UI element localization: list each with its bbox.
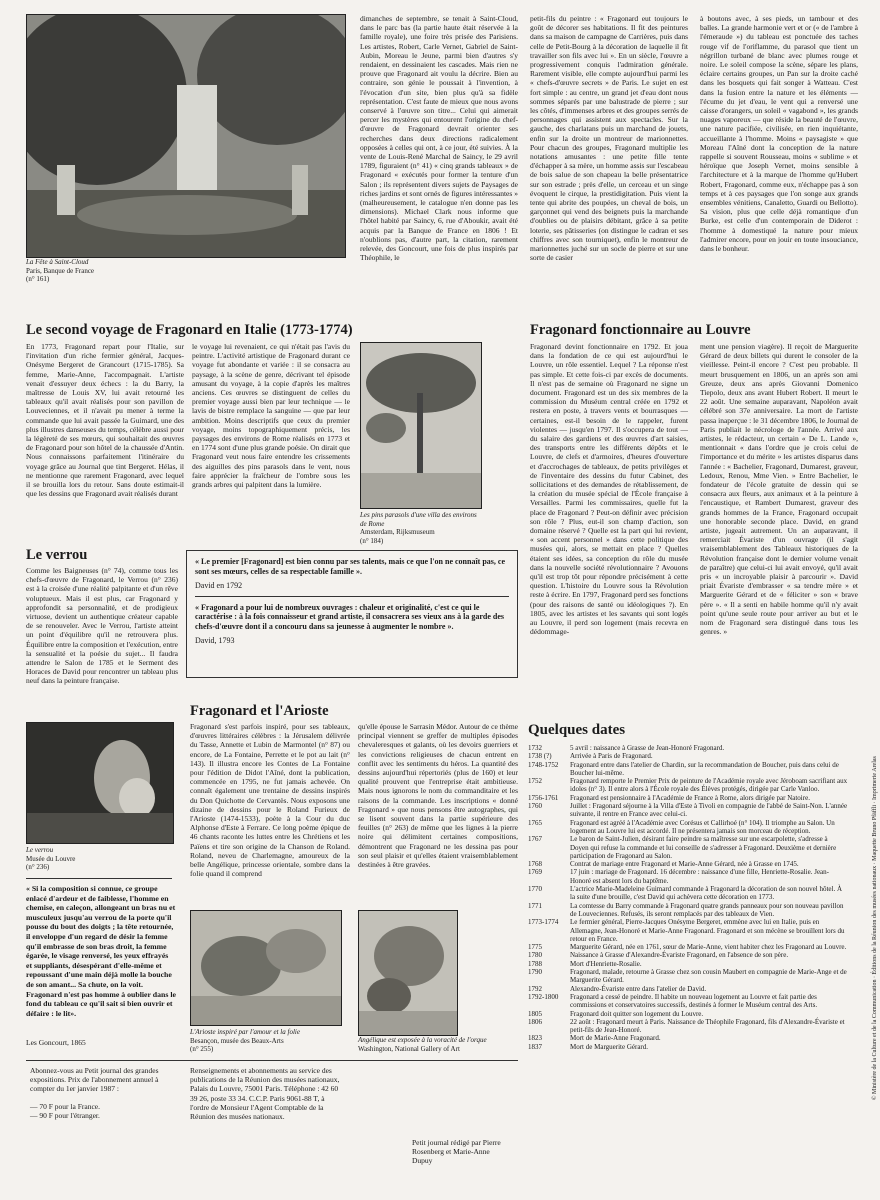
dates-heading: Quelques dates bbox=[528, 722, 626, 738]
date-event: Le baron de Saint-Julien, désirant faire peindre sa maîtresse sur une escarpolette, s'adresse à Doyen qui refuse la commande et lui conseille de s'adresser à Fragonard. Deuxième et dernière participation de Fragonard au Salon. bbox=[570, 835, 837, 860]
date-event: Juillet : Fragonard séjourne à la Villa d'Este à Tivoli en compagnie de l'abbé de Saint-Non. L'année suivante, il rentre en France avec celui-ci. bbox=[570, 802, 848, 819]
fete-caption-place: Paris, Banque de France bbox=[26, 266, 95, 275]
date-event: Le fermier général, Pierre-Jacques Onésyme Bergeret, emmène avec lui en Italie, puis en Allemagne, Jean-Honoré et Marie-Anne Fragonard. Fragonard et son mécène se brouillent lors du retour en France. bbox=[570, 918, 845, 943]
angelique-caption-place: Washington, National Gallery of Art bbox=[358, 1044, 460, 1053]
date-event: L'actrice Marie-Madeleine Guimard commande à Fragonard la décoration de son nouvel hôtel. À la suite d'une brouille, c'est David qui achèvera cette décoration en 1773. bbox=[570, 885, 843, 902]
date-row bbox=[528, 943, 848, 951]
date-row bbox=[528, 777, 848, 794]
date-year: 1792-1800 bbox=[528, 992, 559, 1001]
footer-price-france: — 70 F pour la France. bbox=[30, 1101, 100, 1111]
arioste-caption bbox=[190, 1028, 350, 1054]
date-year: 1805 bbox=[528, 1009, 542, 1018]
top-column-4: à boutons avec, à ses pieds, un tambour et des balles. La grande harmonie vert et or (« de l'ambre à l'émeraude ») du tableau est ponctuée des taches rouge vif de l'oriflamme, du parasol que tient un négrillon turbané de blanc avec plumes rouge et noire. Le soleil compose la scène, sépare les plans, éclaire certains groupes, un Pan sur la droite caché dans les bosquets qui fait songer à Watteau. C'est dans la fusion entre la nature et les éléments — l'écume du jet d'eau, le vent qui a renversé une caisse d'orangers, un soleil « vagabond », les grands nuages vaporeux — que réside la beauté de l'œuvre, une nature pacifiée, civilisée, en rien inquiétante, accueillante à l'homme. Moins « paysagiste » que Moreau l'Aîné dont la conception de la nature rappelle si souvent Rousseau, moins « sublime » et héroïque que Joseph Vernet, moins sensible à l'architecture et à la marque de l'homme qu'Hubert Robert, Fragonard, comme eux, n'échappe pas à son temps et à ces paysages que l'on songe aux grands ensembles vénitiens, Canaletto, Guardi ou Bellotto). Sa vision, plus que celle déjà romantique d'un Burke, est celle d'un contemporain de Diderot : l'homme à domestiqué la nature pour mieux l'admirer encore, pour en jouir en toute insouciance, dans le bonheur. bbox=[700, 14, 858, 254]
date-row bbox=[528, 918, 848, 943]
verrou-caption-place: Musée du Louvre bbox=[26, 854, 76, 863]
goncourt-quote: « Si la composition si connue, ce groupe enlacé d'ardeur et de faiblesse, l'homme en chemise, en caleçon, allongeant un bras nu et musculeux jusqu'au verrou de la porte qu'il pousse du bout des doigts ; la tête retournée, il enveloppe d'un regard de désir la femme qu'il embrasse de son bras droit, la femme égarée, le visage renversé, les yeux effrayés et suppliants, désespérant d'elle-même et repoussant d'une main déjà molle la bouche de son amant... Sa chute, on la voit. Fragonard n'est pas homme à oublier dans le fond du tableau ce qu'il sait si bien ouvrir et défaire : le lit». bbox=[26, 884, 176, 1018]
footer-subscription bbox=[30, 1066, 180, 1120]
date-event: Marguerite Gérard, née en 1761, sœur de Marie-Anne, vient habiter chez les Fragonard au Louvre. bbox=[570, 943, 847, 952]
verrou-caption bbox=[26, 846, 172, 872]
fete-caption-title: La Fête à Saint-Cloud bbox=[26, 258, 89, 266]
date-year: 1780 bbox=[528, 951, 542, 960]
david-quote-1: « Le premier [Fragonard] est bien connu par ses talents, mais ce que l'on ne connaît pas, ce sont ses mœurs, celles de sa respectable famille ». bbox=[195, 557, 505, 576]
arioste-drawing-image bbox=[190, 910, 342, 1026]
pins-caption-num: (n° 184) bbox=[360, 536, 384, 545]
date-year: 1748-1752 bbox=[528, 760, 559, 769]
pins-caption-place: Amsterdam, Rijksmuseum bbox=[360, 528, 435, 536]
date-event: La comtesse du Barry commande à Fragonard quatre grands panneaux pour son nouveau pavillon de Louveciennes. Refusés, ils seront remplacés par des tableaux de Vien. bbox=[570, 901, 844, 918]
fonctionnaire-heading: Fragonard fonctionnaire au Louvre bbox=[530, 322, 751, 338]
arioste-col2: qu'elle épouse le Sarrasin Médor. Autour de ce thème principal viennent se greffer de multiples épisodes chevaleresques et galants, où les devoirs guerriers et les convictions religieuses de chacun entrent en conflit avec les sentiments du héros. La quantité des dessins aujourd'hui répertoriés (plus de 160) et leur qualité prouvent que l'entreprise était ambitieuse. Mais nous ignorons le nom du commanditaire et les raisons de la commande. Les inscriptions « donné Fragonard » que nous pensons être autographes, qui se lisent souvent dans la partie supérieure des feuilles (n° 263) de même que les lignes à la pierre noire qui délimitent certaines compositions, démontrent que Fragonard ne les dessina pas pour son seul plaisir et qu'elles étaient vraisemblablement destinées à être gravées. bbox=[358, 722, 518, 870]
date-year: 1788 bbox=[528, 959, 542, 968]
date-year: 1765 bbox=[528, 818, 542, 827]
date-year: 1823 bbox=[528, 1034, 542, 1043]
vertical-credits-text: © Ministère de la Culture et de la Communication · Éditions de la Réunion des musées nationaux · Maquette Bruno Pfäffli · Imprimerie Arelas bbox=[872, 756, 878, 1100]
date-year: 1775 bbox=[528, 943, 542, 952]
date-year: 1790 bbox=[528, 968, 542, 977]
date-event: Fragonard entre dans l'atelier de Chardin, sur la recommandation de Boucher, puis dans celui de Boucher lui-même. bbox=[570, 760, 839, 777]
date-event: 5 avril : naissance à Grasse de Jean-Honoré Fragonard. bbox=[570, 744, 725, 752]
footer-credits: Petit journal rédigé par Pierre Rosenberg et Marie-Anne Dupuy bbox=[412, 1138, 501, 1166]
second-voyage-heading: Le second voyage de Fragonard en Italie (1773-1774) bbox=[26, 322, 353, 338]
david-quote-2-attribution: David, 1793 bbox=[195, 635, 235, 645]
arioste-heading: Fragonard et l'Arioste bbox=[190, 703, 329, 719]
date-row bbox=[528, 968, 848, 985]
date-year: 1837 bbox=[528, 1042, 542, 1051]
date-row bbox=[528, 819, 848, 836]
verrou-caption-num: (n° 236) bbox=[26, 863, 50, 871]
angelique-caption bbox=[358, 1036, 498, 1053]
date-row bbox=[528, 1018, 848, 1035]
date-event: Fragonard est pensionnaire à l'Académie de France à Rome, alors dirigée par Natoire. bbox=[570, 793, 810, 802]
date-event: Fragonard est agréé à l'Académie avec Corésus et Callirhoé (n° 104). Il triomphe au Salon. Un logement au Louvre lui est accordé. Il ne présentera jamais son morceau de réception. bbox=[570, 818, 835, 835]
second-voyage-col2: le voyage lui revenaient, ce qui n'était pas l'avis du peintre. L'activité artistique de Fragonard durant ce voyage fut abondante et variée : il se consacra au paysage, à la scène de genre, décrivant tel épisode amusant du voyage, à la copie d'après les maîtres anciens. Ces œuvres se distinguent de celles du premier voyage aussi bien par leur technique — le lavis de bistre remplace la sanguine — que par leur ambition. Moins descriptifs que ceux du premier voyage, moins topographiquement précis, les paysages des environs de Rome réalisés en 1773 et en 1774 sont d'une plus grande poésie. On dirait que Fragonard veut nous faire entendre les crissements des aiguilles des pins parasols dans le vent, nous faire apprécier la fraîcheur de l'ombre sous les grands arbres qui palpitent dans la lumière. bbox=[192, 342, 350, 490]
date-year: 1773-1774 bbox=[528, 918, 559, 927]
date-row bbox=[528, 951, 848, 959]
date-event: Arrivée à Paris de Fragonard. bbox=[570, 752, 653, 761]
date-event: Fragonard, malade, retourne à Grasse chez son cousin Maubert en compagnie de Marie-Ange et de Marguerite Gérard. bbox=[570, 968, 847, 985]
date-row bbox=[528, 960, 848, 968]
fete-caption-num: (n° 161) bbox=[26, 275, 50, 283]
goncourt-attribution: Les Goncourt, 1865 bbox=[26, 1038, 86, 1047]
footer-subscription-text: Abonnez-vous au Petit journal des grandes expositions. Prix de l'abonnement annuel à compter du 1er janvier 1987 : bbox=[30, 1066, 159, 1094]
date-event: 17 juin : mariage de Fragonard. 16 décembre : naissance d'une fille, Henriette-Rosalie. Jean-Honoré est absent lors du baptême. bbox=[570, 868, 829, 885]
date-year: 1770 bbox=[528, 885, 542, 894]
date-event: Mort d'Henriette-Rosalie. bbox=[570, 959, 642, 968]
footer-rule bbox=[26, 1060, 518, 1061]
date-row bbox=[528, 860, 848, 868]
fete-painting-image bbox=[26, 14, 346, 258]
footer-price-abroad: — 90 F pour l'étranger. bbox=[30, 1110, 100, 1120]
verrou-caption-title: Le verrou bbox=[26, 846, 54, 854]
date-year: 1769 bbox=[528, 868, 542, 877]
date-event: Fragonard doit quitter son logement du Louvre. bbox=[570, 1009, 704, 1018]
date-row bbox=[528, 835, 848, 860]
date-year: 1756-1761 bbox=[528, 793, 559, 802]
date-row bbox=[528, 1043, 848, 1051]
date-event: 22 août : Fragonard meurt à Paris. Naissance de Théophile Fragonard, fils d'Alexandre-Évariste et petit-fils de Jean-Honoré. bbox=[570, 1017, 845, 1035]
date-event: Alexandre-Évariste entre dans l'atelier de David. bbox=[570, 984, 707, 993]
arioste-caption-title: L'Arioste inspiré par l'amour et la folie bbox=[190, 1028, 300, 1036]
date-row bbox=[528, 885, 848, 902]
date-year: 1771 bbox=[528, 901, 542, 910]
pins-caption bbox=[360, 511, 485, 545]
verrou-heading: Le verrou bbox=[26, 547, 88, 563]
goncourt-top-rule bbox=[26, 878, 172, 879]
date-year: 1752 bbox=[528, 777, 542, 786]
david-quotes-box bbox=[186, 550, 518, 678]
david-quote-2: « Fragonard a pour lui de nombreux ouvrages : chaleur et originalité, c'est ce qui le caractérise : à la fois connaisseur et grand artiste, il consacrera ses vieux ans à la garde des chefs-d'œuvre dont il a concouru dans sa jeunesse à augmenter le nombre ». bbox=[195, 602, 504, 632]
date-row bbox=[528, 761, 848, 778]
date-event: Fragonard a cessé de peindre. Il habite un nouveau logement au Louvre et fait partie des commissions et conservatoires successifs, destinés à former le Muséum central des Arts. bbox=[570, 992, 818, 1010]
date-row bbox=[528, 985, 848, 993]
arioste-col1: Fragonard s'est parfois inspiré, pour ses tableaux, d'œuvres littéraires célèbres : la Jérusalem délivrée du Tasse, Annette et Lubin de Marmontel (n° 87) ou encore, de La Fontaine, Perrette et le pot au lait (n° 143). Il illustra encore les Contes de La Fontaine pour l'édition de Didot l'Aîné, dont la publication, commencée en 1795, ne fut jamais achevée. On connaît également une trentaine de dessins inspirés du Don Quichotte de Cervantès. Nous exposons une dizaine de dessins pour le Roland Furieux de l'Arioste (1474-1533), poète à la Cour du duc Alphonse d'Este à Ferrare. Ce long poème épique de 46 chants raconte les luttes entre les Chrétiens et les Païens et tire son origine de la Chanson de Roland. Roland, neveu de Charlemagne, amoureux de la belle Angélique, princesse orientale, sombre dans la folie quand il comprend bbox=[190, 722, 350, 879]
fonctionnaire-col1: Fragonard devint fonctionnaire en 1792. Et joua dans la fondation de ce qui est aujourd'hui le Louvre, un rôle essentiel. Lequel ? La réponse n'est pas simple. Et cette fois-ci par excès de documents. Il n'est pas de semaine où Fragonard ne signe un document. Fragonard est un des six membres de la commission du Muséum central créée en 1792 et restera en poste, à travers vents et bourrasques — certaines, est-il besoin de le rappeler, furent violentes — jusqu'en 1797. Il s'occupera de tout — du salaire des gardiens et des œuvres d'art saisies, des transports entre les différents dépôts et le Louvre, de clefs et d'armoires, d'heures d'ouverture et d'accrochages de tableaux, de petits privilèges et de l'inventaire des dessins du futur Cabinet, des sollicitations et des demandes de rétablissement, de la création du musée spécial de l'École française à Versailles. Parmi les commissaires, quelle fut la place de Fragonard ? Peut-on définir avec précision son rôle ? Plus, eut-il son champ d'action, son domaine réservé ? Quelle est la part qui lui revient, « son accent personnel » dans cette politique des musées qui, alors, se mettait en place ? Quelles étaient ses idées, sa conception du rôle du musée dans la nouvelle société révolutionnaire ? Avouons qu'il est trop tôt pour répondre précisément à cette question. L'histoire du Louvre sous la Révolution reste à écrire. En 1797, Fragonard perd ses fonctions (pour des raisons de santé ou idéologiques ?). En 1805, avec les artistes et les savants qui sont logés au Louvre, il perd son logement (mais recevra en dédommage- bbox=[530, 342, 688, 637]
date-event: Contrat de mariage entre Fragonard et Marie-Anne Gérard, née à Grasse en 1745. bbox=[570, 860, 799, 869]
date-row bbox=[528, 1034, 848, 1042]
date-row bbox=[528, 752, 848, 760]
date-row bbox=[528, 1010, 848, 1018]
date-event: Mort de Marguerite Gérard. bbox=[570, 1042, 649, 1051]
arioste-caption-place: Besançon, musée des Beaux-Arts bbox=[190, 1036, 284, 1045]
date-row bbox=[528, 802, 848, 819]
date-row bbox=[528, 902, 848, 919]
date-event: Naissance à Grasse d'Alexandre-Évariste Fragonard, en l'absence de son père. bbox=[570, 951, 789, 960]
date-event: Mort de Marie-Anne Fragonard. bbox=[570, 1034, 661, 1043]
top-column-3: petit-fils du peintre : « Fragonard eut toujours le goût de décorer ses habitations. Il fit des peintures dans sa maison de campagne de Carrières, puis dans celle de Petit-Bourg à la décoration de laquelle il fit travailler son fils avec lui ». En un siècle, l'œuvre a progressivement conquis l'admiration générale. Rarement visible, elle compte aujourd'hui parmi les « chefs-d'œuvre secrets » de Paris. Le sujet en est fort simple : au centre, un grand jet d'eau dont nous sommes séparés par une balustrade de pierre ; sur les côtés, d'immenses arbres et des groupes serrés de personnages qui assistent aux spectacles. Sur la gauche, des charlatans puis un marchand de jouets, enfin sur la droite un montreur de marionnettes. Pour chacun des groupes, Fragonard multiplie les notations amusantes : une petite fille tente d'échapper à sa mère, un homme assis sur l'escabeau de bois salue de son chapeau la belle présentatrice sur son estrade ; près d'elle, un cerceau et un singe évoquent le cirque, la prestidigitation. Puis vient la tente qui abrite des poupées, un cheval de bois, un garçonnet qui vend des beignets puis la marchande d'oublies ou de plaisirs débitant, grâce à sa petite loterie, ses pâtisseries (on distingue le cadran et ses chiffres avec son tourniquet), enfin le montreur de marionnettes juché sur un socle de pierre et sur une sorte de casier bbox=[530, 14, 688, 263]
quotes-divider bbox=[195, 596, 509, 597]
date-event: Fragonard remporte le Premier Prix de peinture de l'Académie royale avec Jéroboam sacrifiant aux idoles (n° 3). Il entre alors à l'École royale des Élèves protégés, dirigée par Carle Vanloo. bbox=[570, 777, 848, 794]
date-year: 1738 (?) bbox=[528, 752, 552, 761]
second-voyage-col1: En 1773, Fragonard repart pour l'Italie, sur l'invitation d'un riche fermier général, Jacques-Onésyme Bergeret de Grancourt (1715-1785). Sa femme, Marie-Anne, l'accompagnait. L'artiste venait d'essuyer deux échecs : la du Barry, la maîtresse de Louis XV, lui avait retourné les tableaux qu'il avait réalisés pour son pavillon de Louveciennes, et il n'avait pu mener à terme la commande que lui avait passée la Guimard, une des plus illustres danseuses du temps, célèbre aussi pour la légèreté de ses mœurs, qui souhaitait des œuvres de Fragonard pour son hôtel de la chaussée d'Antin. Nous connaissons parfaitement l'itinéraire du voyage grâce au Journal que tint Bergeret. Hélas, il ne mentionne que rarement Fragonard, avec lequel il se brouilla lors du retour. Sans doute estimait-il que les dessins que Fragonard avait réalisés durant bbox=[26, 342, 184, 499]
pins-caption-title: Les pins parasols d'une villa des environs de Rome bbox=[360, 511, 477, 528]
top-column-2: dimanches de septembre, se tenait à Saint-Cloud, dans le parc bas (la partie haute était réservée à la famille royale), une foire très prisée des Parisiens. Les artistes, Robert, Carle Vernet, Gabriel de Saint-Aubin, Moreau le Jeune, parmi bien d'autres s'y rendaient, en dessinaient les cascades. Mais rien ne prouve que Fragonard ait voulu la décrire. Bien au contraire, son génie le poussait à l'invention, à l'évocation d'un site, bien plus qu'à sa fidèle représentation. C'est faute de mieux que nous avons conservé à l'œuvre son titre... Celui qui aimerait percer les mystères qui entourent l'origine du chef-d'œuvre de Fragonard devrait orienter ses recherches dans deux directions radicalement opposées à celles qui ont, à ce jour, été suivies. À la vente de Louis-René Marchal de Saincy, le 29 avril 1789, figuraient (n° 41) « cinq grands tableaux » de Fragonard « exécutés pour former la tenture d'un Salon ; ils représentent divers sujets de Paysages de riches jardins et sont ornés de figures intéressantes » (malheureusement, le catalogue n'en donne pas les dimensions). Michael Clark nous informe que l'hôtel habité par Saincy, 6, rue d'Aboukir, avait été acquis par la Banque de France en 1806 ! Et n'oublions pas, d'autre part, la citation, rarement relevée, des Goncourt, une fois de plus inspirés par Théophile, le bbox=[360, 14, 518, 263]
vertical-credits bbox=[864, 700, 878, 1100]
pins-parasols-image bbox=[360, 342, 482, 509]
date-row bbox=[528, 744, 848, 752]
date-row bbox=[528, 794, 848, 802]
footer-info: Renseignements et abonnements au service des publications de la Réunion des musées nationaux, Palais du Louvre, 75001 Paris. Téléphone : 42 60 39 26, poste 33 34. C.C.P. Paris 9061-88 T, à l'ordre de Monsieur l'Agent Comptable de la Réunion des musées nationaux. bbox=[190, 1066, 340, 1122]
date-row bbox=[528, 868, 848, 885]
fete-caption bbox=[26, 258, 226, 284]
verrou-painting-image bbox=[26, 722, 174, 844]
angelique-drawing-image bbox=[358, 910, 458, 1036]
arioste-caption-num: (n° 255) bbox=[190, 1045, 214, 1053]
date-year: 1760 bbox=[528, 802, 542, 811]
date-year: 1732 bbox=[528, 744, 542, 752]
verrou-text: Comme les Baigneuses (n° 74), comme tous les chefs-d'œuvre de Fragonard, le Verrou (n° 236) est à la croisée d'une réalité palpitante et d'un rêve voluptueux. Mais il est plus, car Fragonard y approfondit sa personnalité, et de prodigieux virtuose, devient un authentique créateur capable de se renouveler. Avec le Verrou, l'artiste atteint un point d'équilibre qu'il ne retrouvera plus. Équilibre entre la composition et l'exécution, entre la sensualité et la poésie du sujet... Il faudra attendre le Salon de 1785 et le Serment des Horaces de David pour rencontrer un tableau plus neuf dans la peinture française. bbox=[26, 566, 178, 686]
fonctionnaire-col2: ment une pension viagère). Il reçoit de Marguerite Gérard de deux billets qui durent le consoler de la vieillesse. Peint-il encore ? C'est peu probable. Il meurt brusquement en 1806, un an après son ami Greuze, deux ans après Giovanni Domenico Tiepolo, deux ans avant Hubert Robert. Il meurt le 22 août. Une semaine auparavant, Napoléon avait célébré son 37e anniversaire. La mort de l'artiste passa inaperçue : le 31 décembre 1806, le Journal de Paris publiait le nécrologe de l'année. Arrivé aux artistes, le rédacteur, un certain « De L. Lande », mentionnait « dans l'ordre que je crois celui de l'importance et du mérite » les artistes disparus dans l'année : « Bachelier, Fragonard, Dumarest, graveur, Ledoux, Renou, Mme Vien. » Entre Bachelier, le fondateur de l'école gratuite de dessin qui se consacra aux fleurs, aux animaux et à la peinture à l'encaustique, et Rambert Dumarest, graveur des grands hommes de la France, Fragonard occupait une honorable seconde place. David, en grand artiste, jugeait autrement. Un an auparavant, il remerciait Évariste d'un ouvrage (il s'agit vraisemblablement des Tableaux historiques de la Révolution française dont le dernier volume venait de paraître) que celui-ci lui avait envoyé, qu'il avait pris « un incroyable plaisir à parcourir ». David priait Évariste d'embrasser « sa tendre mère » et Marguerite Gérard et de « féliciter » son « brave père ». « Il a senti en habile homme qu'il n'y avait point qu'une seule route pour arriver au but et le nom de Fragonard sera distingué dans tous les genres. » bbox=[700, 342, 858, 637]
date-year: 1767 bbox=[528, 835, 542, 844]
date-year: 1806 bbox=[528, 1017, 542, 1026]
date-row bbox=[528, 993, 848, 1010]
dates-list bbox=[528, 744, 848, 1051]
date-year: 1792 bbox=[528, 984, 542, 993]
david-quote-1-attribution: David en 1792 bbox=[195, 580, 243, 590]
date-year: 1768 bbox=[528, 860, 542, 869]
angelique-caption-title: Angélique est exposée à la voracité de l'orque bbox=[358, 1036, 487, 1044]
